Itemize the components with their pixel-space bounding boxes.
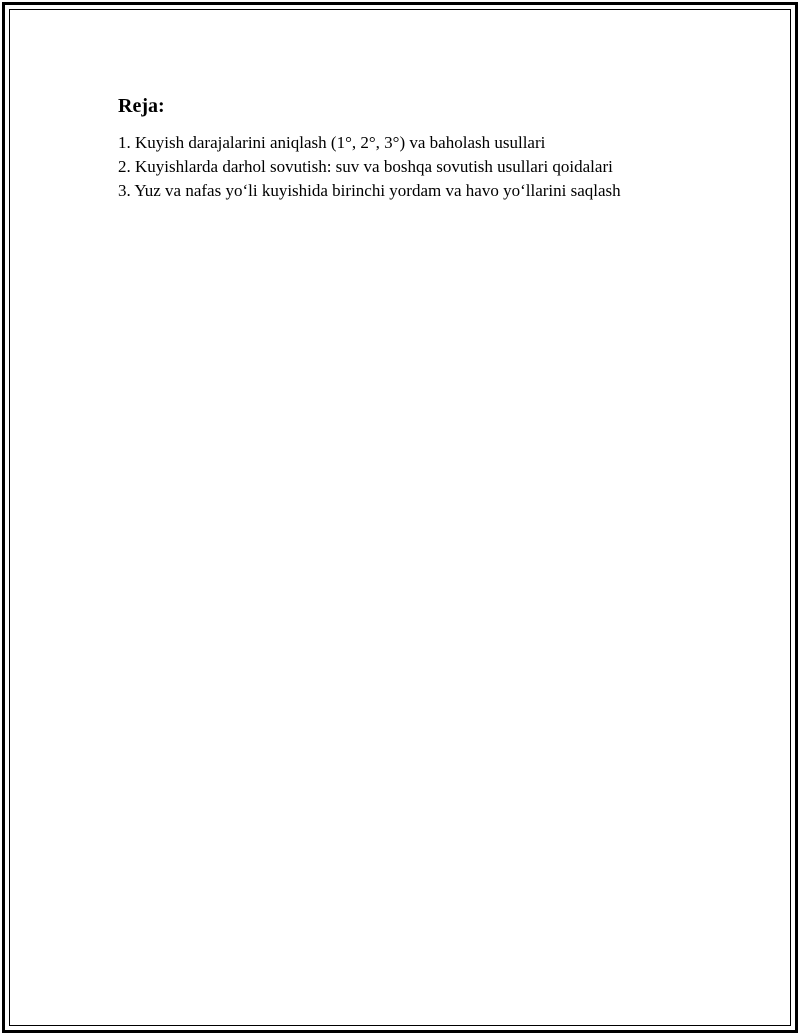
plan-item-3: 3. Yuz va nafas yo‘li kuyishida birinchi yordam va havo yo‘llarini saqlash bbox=[118, 181, 621, 200]
plan-item-1: 1. Kuyish darajalarini aniqlash (1°, 2°, 3°) va baholash usullari bbox=[118, 133, 546, 152]
plan-list bbox=[118, 131, 758, 203]
plan-heading: Reja: bbox=[118, 95, 165, 117]
plan-item-2: 2. Kuyishlarda darhol sovutish: suv va boshqa sovutish usullari qoidalari bbox=[118, 157, 613, 176]
page-content bbox=[118, 93, 758, 203]
